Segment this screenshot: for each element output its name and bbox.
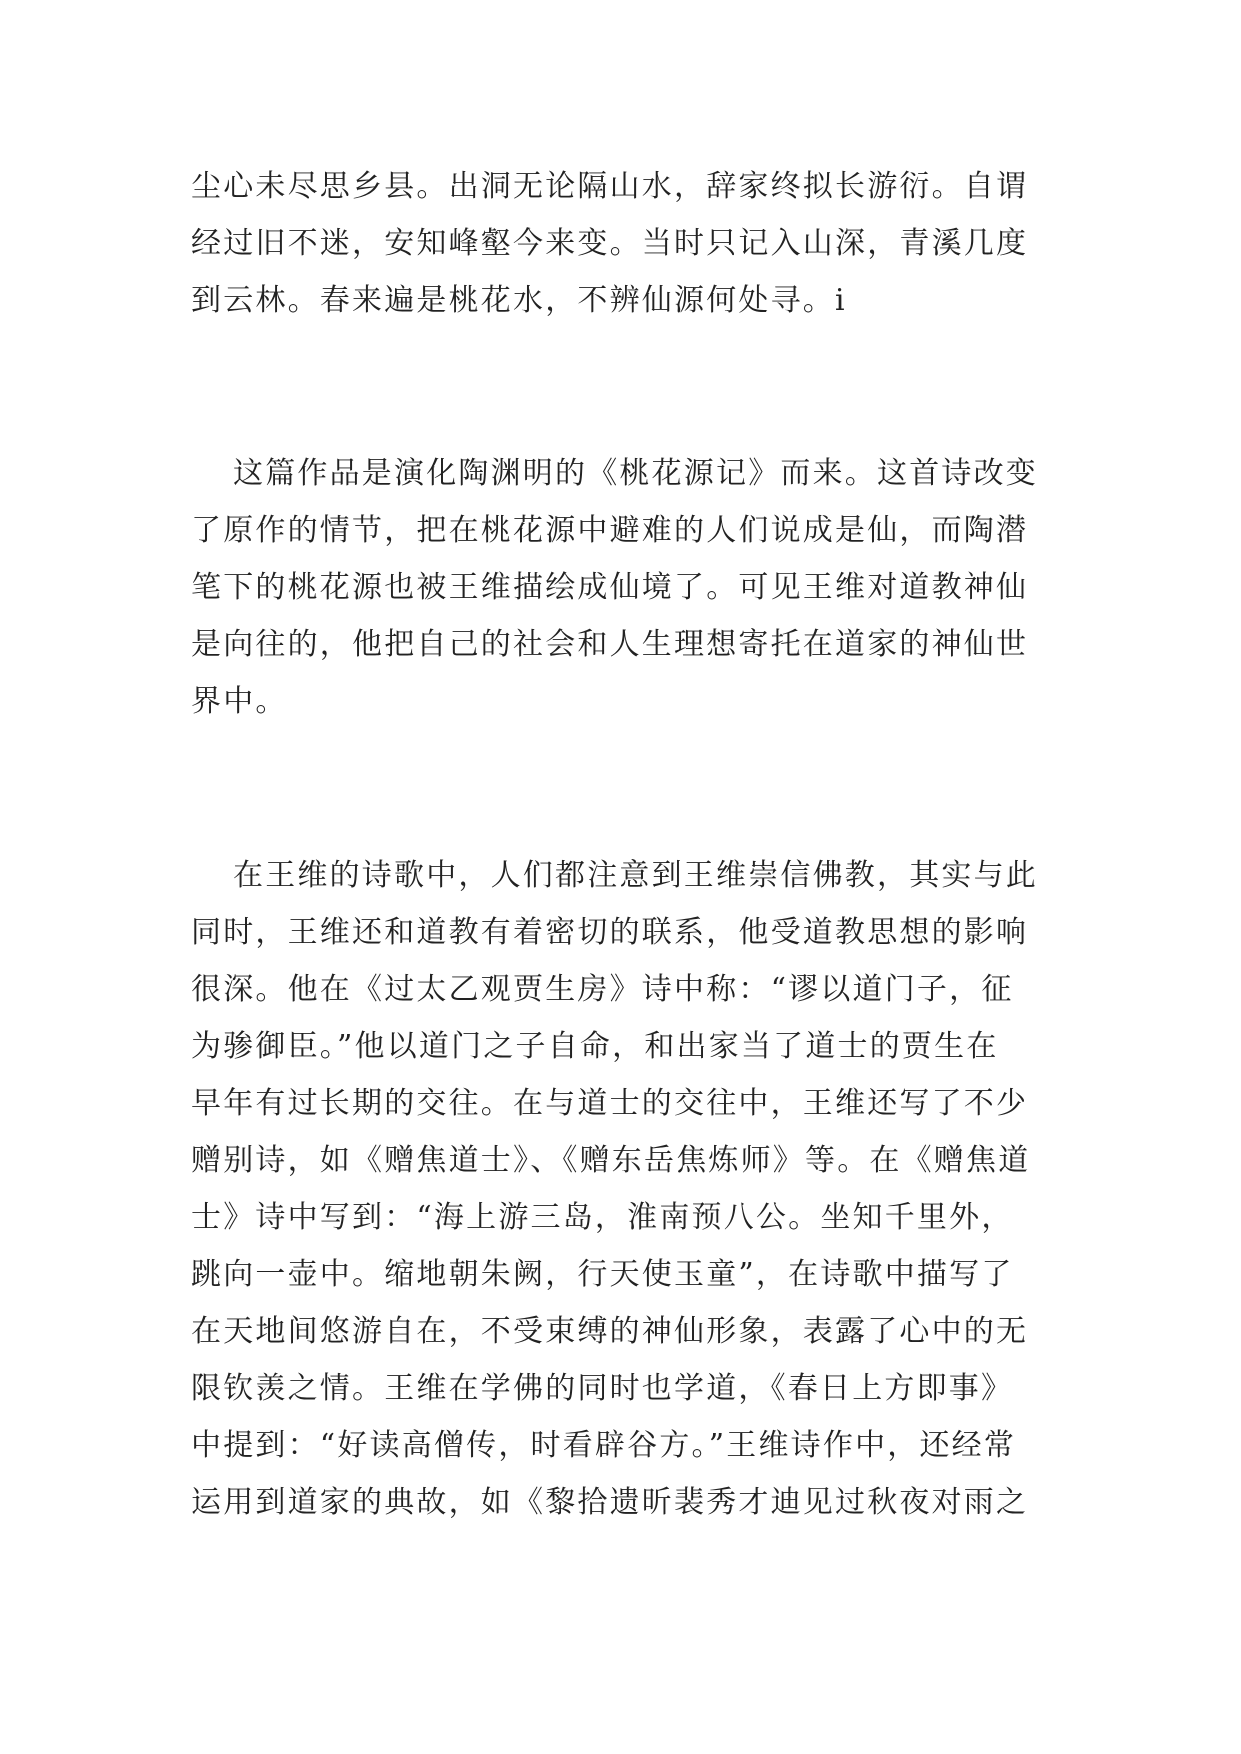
text-line: 到云林。春来遍是桃花水，不辨仙源何处寻。i xyxy=(191,283,847,318)
text-line: 限钦羡之情。王维在学佛的同时也学道，《春日上方即事》 xyxy=(191,1371,1014,1406)
text-line: 经过旧不迷，安知峰壑今来变。当时只记入山深，青溪几度 xyxy=(191,226,1029,261)
text-line: 跳向一壶中。缩地朝朱阙，行天使玉童”，在诗歌中描写了 xyxy=(191,1257,1014,1292)
text-line: 同时，王维还和道教有着密切的联系，他受道教思想的影响 xyxy=(191,915,1029,950)
text-line: 尘心未尽思乡县。出洞无论隔山水，辞家终拟长游衍。自谓 xyxy=(191,169,1029,204)
analysis-paragraph xyxy=(191,445,1061,730)
text-line: 在王维的诗歌中，人们都注意到王维崇信佛教，其实与此 xyxy=(233,858,1038,893)
text-line: 是向往的，他把自己的社会和人生理想寄托在道家的神仙世 xyxy=(191,627,1029,662)
text-line: 早年有过长期的交往。在与道士的交往中，王维还写了不少 xyxy=(191,1086,1029,1121)
text-line: 运用到道家的典故，如《黎拾遗昕裴秀才迪见过秋夜对雨之 xyxy=(191,1485,1029,1520)
text-line: 为骖御臣。”他以道门之子自命，和出家当了道士的贾生在 xyxy=(191,1029,999,1064)
text-line: 士》诗中写到：“海上游三岛，淮南预八公。坐知千里外， xyxy=(191,1200,1014,1235)
text-line: 笔下的桃花源也被王维描绘成仙境了。可见王维对道教神仙 xyxy=(191,570,1029,605)
text-line: 在天地间悠游自在，不受束缚的神仙形象，表露了心中的无 xyxy=(191,1314,1029,1349)
poem-excerpt-paragraph xyxy=(191,158,1061,329)
text-line: 这篇作品是演化陶渊明的《桃花源记》而来。这首诗改变 xyxy=(233,456,1038,491)
text-line: 中提到：“好读高僧传，时看辟谷方。”王维诗作中，还经常 xyxy=(191,1428,1017,1463)
text-line: 了原作的情节，把在桃花源中避难的人们说成是仙，而陶潜 xyxy=(191,513,1029,548)
text-line: 赠别诗，如《赠焦道士》、《赠东岳焦炼师》等。在《赠焦道 xyxy=(191,1143,1031,1178)
text-line: 很深。他在《过太乙观贾生房》诗中称：“谬以道门子，征 xyxy=(191,972,1014,1007)
text-line: 界中。 xyxy=(191,684,288,719)
body-paragraph xyxy=(191,847,1061,1531)
